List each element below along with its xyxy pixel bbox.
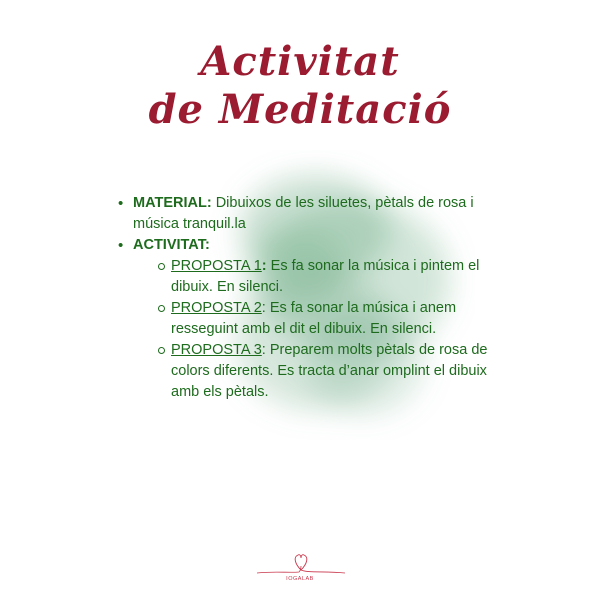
- title-line-1: Activitat: [200, 38, 400, 85]
- proposal-2-link: PROPOSTA 2: [171, 300, 262, 316]
- main-list: [118, 193, 498, 403]
- activitat-label: ACTIVITAT:: [133, 237, 210, 253]
- proposal-2-colon: :: [261, 300, 266, 316]
- proposals-list: [133, 256, 498, 403]
- page-title: [0, 38, 600, 134]
- heart-icon: [255, 551, 347, 591]
- proposal-1-text: Es fa sonar la música i pintem el dibuix. En silenci.: [171, 258, 480, 295]
- proposal-3-text: Preparem molts pètals de rosa de colors diferents. Es tracta d’anar omplint el dibuix amb els pètals.: [171, 342, 488, 400]
- proposal-item: [158, 256, 498, 298]
- proposal-item: [158, 340, 498, 403]
- proposal-3-link: PROPOSTA 3: [171, 342, 262, 358]
- material-label: MATERIAL:: [133, 195, 212, 211]
- activity-content: [118, 193, 498, 403]
- proposal-item: [158, 298, 498, 340]
- proposal-2-text: Es fa sonar la música i anem resseguint amb el dit el dibuix. En silenci.: [171, 300, 457, 337]
- material-text: Dibuixos de les siluetes, pètals de rosa i música tranquil.la: [133, 195, 474, 232]
- logo-text: IOGALAB: [286, 576, 314, 582]
- list-item-material: [118, 193, 498, 235]
- proposal-1-colon: :: [261, 258, 267, 274]
- proposal-3-colon: :: [261, 342, 266, 358]
- proposal-1-link: PROPOSTA 1: [171, 258, 262, 274]
- list-item-activitat: [118, 235, 498, 403]
- title-line-2: de Meditació: [148, 86, 452, 133]
